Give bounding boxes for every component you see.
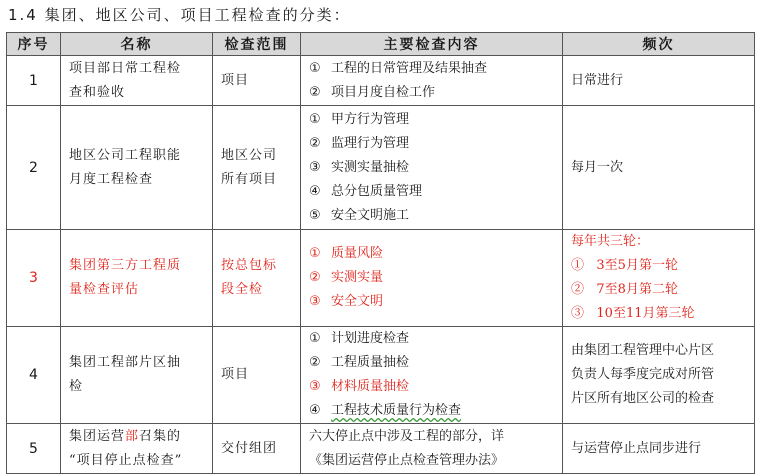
frequency-line: ② 7至8月第二轮 xyxy=(571,282,678,297)
inspection-content xyxy=(301,230,563,327)
inspection-frequency xyxy=(563,424,755,474)
content-item: ② 实测实量 xyxy=(309,270,384,285)
content-item: ② 监理行为管理 xyxy=(309,135,410,151)
inspection-content xyxy=(301,106,563,230)
header-name: 名称 xyxy=(61,33,213,56)
header-frequency: 频次 xyxy=(563,33,755,56)
content-item: ④ 总分包质量管理 xyxy=(309,183,423,199)
table-row xyxy=(7,106,755,230)
name-line: 地区公司工程职能 xyxy=(69,147,182,163)
content-item: ③ 安全文明 xyxy=(309,294,384,309)
range-line: 项目 xyxy=(221,367,250,382)
inspection-name xyxy=(61,424,213,474)
inspection-range xyxy=(213,424,301,474)
range-line: 所有项目 xyxy=(221,171,278,187)
table-row xyxy=(7,424,755,474)
inspection-range xyxy=(213,56,301,106)
table-row xyxy=(7,327,755,424)
name-line: 集团工程部片区抽 xyxy=(69,355,182,370)
section-heading: 1.4 集团、地区公司、项目工程检查的分类： xyxy=(8,6,351,24)
content-item: ② 工程质量抽检 xyxy=(309,355,410,370)
range-line: 交付组团 xyxy=(221,440,278,456)
content-item: ① 工程的日常管理及结果抽查 xyxy=(309,60,488,76)
content-item: ② 项目月度自检工作 xyxy=(309,84,436,100)
name-line: 检 xyxy=(69,379,84,394)
frequency-line: 每月一次 xyxy=(571,159,624,175)
frequency-line: 由集团工程管理中心片区 xyxy=(571,343,715,358)
row-number: 2 xyxy=(7,106,61,230)
name-line: 月度工程检查 xyxy=(69,171,154,187)
table-row xyxy=(7,230,755,327)
frequency-line: 每年共三轮： xyxy=(571,234,650,249)
inspection-range xyxy=(213,327,301,424)
row-number: 5 xyxy=(7,424,61,474)
inspection-frequency xyxy=(563,56,755,106)
inspection-frequency xyxy=(563,327,755,424)
content-item: ④ 工程技术质量行为检查 xyxy=(309,403,462,418)
inspection-range xyxy=(213,106,301,230)
inspection-name xyxy=(61,327,213,424)
name-line: 查和验收 xyxy=(69,84,126,100)
frequency-line: 日常进行 xyxy=(571,72,624,88)
frequency-line: 片区所有地区公司的检查 xyxy=(571,391,715,406)
content-item: ③ 实测实量抽检 xyxy=(309,159,410,175)
range-line: 地区公司 xyxy=(221,147,278,163)
range-line: 段全检 xyxy=(221,282,264,297)
content-item: ⑤ 安全文明施工 xyxy=(309,207,410,223)
frequency-line: ③ 10至11月第三轮 xyxy=(571,306,695,321)
inspection-frequency xyxy=(563,106,755,230)
inspection-name xyxy=(61,230,213,327)
content-item: ① 计划进度检查 xyxy=(309,331,410,346)
content-item: ① 质量风险 xyxy=(309,246,384,261)
frequency-line: 负责人每季度完成对所管 xyxy=(571,367,715,382)
content-item: ① 甲方行为管理 xyxy=(309,111,410,127)
range-line: 项目 xyxy=(221,72,250,88)
content-line: 《集团运营停止点检查管理办法》 xyxy=(309,452,505,468)
name-line: 集团第三方工程质 xyxy=(69,258,182,273)
name-line: 项目部日常工程检 xyxy=(69,60,182,76)
inspection-frequency xyxy=(563,230,755,327)
frequency-line: ① 3至5月第一轮 xyxy=(571,258,678,273)
inspection-content xyxy=(301,424,563,474)
range-line: 按总包标 xyxy=(221,258,278,273)
row-number: 3 xyxy=(7,230,61,327)
header-content: 主要检查内容 xyxy=(301,33,563,56)
header-no: 序号 xyxy=(7,33,61,56)
header-range: 检查范围 xyxy=(213,33,301,56)
inspection-content xyxy=(301,327,563,424)
row-number: 1 xyxy=(7,56,61,106)
frequency-line: 与运营停止点同步进行 xyxy=(571,440,702,456)
inspection-name xyxy=(61,56,213,106)
content-item: ③ 材料质量抽检 xyxy=(309,379,410,394)
content-line: 六大停止点中涉及工程的部分，详 xyxy=(309,428,505,444)
inspection-range xyxy=(213,230,301,327)
table-header-row xyxy=(7,33,755,56)
name-line: “项目停止点检查” xyxy=(69,452,183,468)
table-row xyxy=(7,56,755,106)
inspection-classification-table xyxy=(6,32,755,474)
inspection-content xyxy=(301,56,563,106)
name-line: 量检查评估 xyxy=(69,282,140,297)
row-number: 4 xyxy=(7,327,61,424)
name-line: 集团运营部召集的 xyxy=(69,428,182,444)
inspection-name xyxy=(61,106,213,230)
